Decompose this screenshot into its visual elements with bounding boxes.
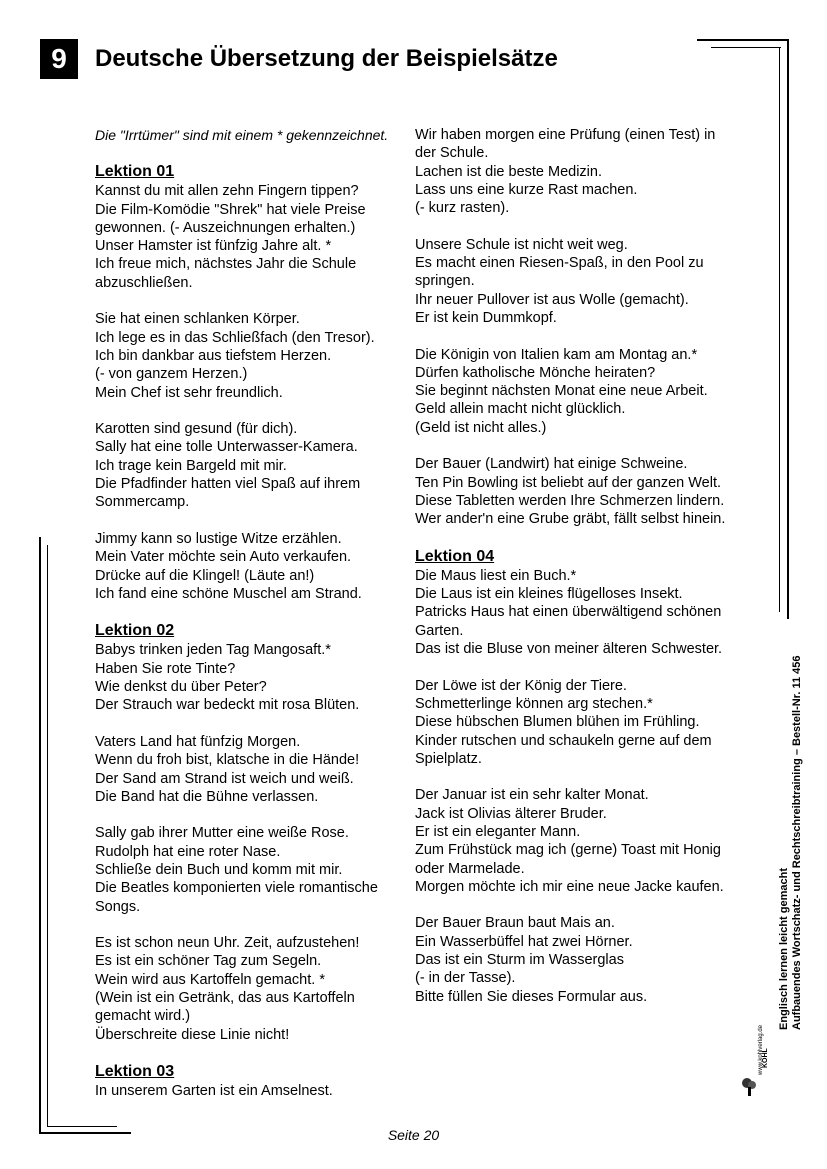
example-sentence: Rudolph hat eine roter Nase. <box>95 843 281 860</box>
example-sentence: Der Bauer (Landwirt) hat einige Schweine. <box>415 456 688 473</box>
example-sentence: Bitte füllen Sie dieses Formular aus. <box>415 988 648 1005</box>
right-column <box>415 126 735 1006</box>
example-sentence: Unser Hamster ist fünfzig Jahre alt. * <box>95 238 332 255</box>
example-sentence: Ich bin dankbar aus tiefstem Herzen. <box>95 347 332 364</box>
example-sentence: Ich trage kein Bargeld mit mir. <box>95 457 287 474</box>
example-sentence: Unsere Schule ist nicht weit weg. <box>415 236 628 253</box>
frame-left-line-outer <box>39 537 41 1134</box>
right-content <box>415 126 735 1006</box>
publisher-website: www.kohlverlag.de <box>758 1024 764 1075</box>
example-sentence: Kinder rutschen und schaukeln gerne auf dem Spielplatz. <box>415 732 712 767</box>
lesson-heading: Lektion 02 <box>95 622 175 640</box>
example-sentence: Es ist schon neun Uhr. Zeit, aufzustehen! <box>95 935 360 952</box>
example-sentence: Es macht einen Riesen-Spaß, in den Pool zu springen. <box>415 255 704 290</box>
lesson-heading: Lektion 01 <box>95 163 175 181</box>
example-sentence: (- in der Tasse). <box>415 970 516 987</box>
example-sentence: Geld allein macht nicht glücklich. <box>415 401 626 418</box>
example-sentence: (- von ganzem Herzen.) <box>95 366 248 383</box>
paragraph-gap <box>415 896 735 914</box>
example-sentence: Der Januar ist ein sehr kalter Monat. <box>415 787 649 804</box>
kohl-logo-icon <box>740 1075 760 1097</box>
example-sentence: Er ist ein eleganter Mann. <box>415 823 581 840</box>
lesson-section <box>95 621 410 1044</box>
frame-right-line-inner <box>779 47 780 612</box>
example-sentence: Schließe dein Buch und komm mit mir. <box>95 861 343 878</box>
example-sentence: Sally gab ihrer Mutter eine weiße Rose. <box>95 825 349 842</box>
example-sentence: Ein Wasserbüffel hat zwei Hörner. <box>415 933 633 950</box>
example-sentence: Ich lege es in das Schließfach (den Tresor). <box>95 329 375 346</box>
example-sentence: Die Maus liest ein Buch.* <box>415 567 577 584</box>
example-sentence: Wer ander'n eine Grube gräbt, fällt selbst hinein. <box>415 511 726 528</box>
frame-right-line-outer <box>787 39 789 619</box>
section-gap <box>95 603 410 621</box>
example-sentence: Der Löwe ist der König der Tiere. <box>415 677 627 694</box>
left-content <box>95 162 410 1100</box>
example-sentence: Mein Chef ist sehr freundlich. <box>95 384 283 401</box>
left-column <box>95 126 410 1101</box>
paragraph-gap <box>95 806 410 824</box>
example-sentence: Die Pfadfinder hatten viel Spaß auf ihrem Sommercamp. <box>95 476 361 511</box>
example-sentence: Der Sand am Strand ist weich und weiß. <box>95 770 354 787</box>
example-sentence: Haben Sie rote Tinte? <box>95 660 236 677</box>
example-sentence: Wir haben morgen eine Prüfung (einen Test) in der Schule. <box>415 127 716 162</box>
paragraph-gap <box>415 217 735 235</box>
sidebar-product-info <box>778 610 814 1030</box>
paragraph-gap <box>95 292 410 310</box>
example-sentence: Diese Tabletten werden Ihre Schmerzen lindern. <box>415 492 725 509</box>
example-sentence: Jack ist Olivias älterer Bruder. <box>415 805 607 822</box>
example-sentence: Jimmy kann so lustige Witze erzählen. <box>95 530 342 547</box>
note-text: Die "Irrtümer" sind mit einem * gekennzeichnet. <box>95 127 389 143</box>
example-sentence: Das ist die Bluse von meiner älteren Schwester. <box>415 641 723 658</box>
paragraph-gap <box>415 437 735 455</box>
example-sentence: Patricks Haus hat einen überwältigend schönen Garten. <box>415 604 722 639</box>
page-title: Deutsche Übersetzung der Beispielsätze <box>95 45 558 72</box>
example-sentence: Lass uns eine kurze Rast machen. <box>415 181 638 198</box>
example-sentence: Der Bauer Braun baut Mais an. <box>415 915 615 932</box>
lesson-section <box>95 162 410 603</box>
example-sentence: Morgen möchte ich mir eine neue Jacke kaufen. <box>415 878 724 895</box>
example-sentence: Die Band hat die Bühne verlassen. <box>95 788 319 805</box>
frame-top-line-outer <box>697 39 789 41</box>
example-sentence: Das ist ein Sturm im Wasserglas <box>415 952 624 969</box>
paragraph-gap <box>95 916 410 934</box>
example-sentence: (- kurz rasten). <box>415 200 510 217</box>
example-sentence: Die Königin von Italien kam am Montag an.* <box>415 346 698 363</box>
lesson-section <box>415 126 735 529</box>
example-sentence: Ihr neuer Pullover ist aus Wolle (gemacht). <box>415 291 689 308</box>
example-sentence: Karotten sind gesund (für dich). <box>95 421 298 438</box>
example-sentence: In unserem Garten ist ein Amselnest. <box>95 1083 333 1100</box>
example-sentence: Lachen ist die beste Medizin. <box>415 163 602 180</box>
lesson-heading: Lektion 04 <box>415 547 495 565</box>
example-sentence: Mein Vater möchte sein Auto verkaufen. <box>95 549 352 566</box>
example-sentence: Diese hübschen Blumen blühen im Frühling. <box>415 714 700 731</box>
paragraph-gap <box>415 327 735 345</box>
example-sentence: Der Strauch war bedeckt mit rosa Blüten. <box>95 697 360 714</box>
paragraph-gap <box>415 658 735 676</box>
paragraph-gap <box>95 512 410 530</box>
example-sentence: Ten Pin Bowling ist beliebt auf der ganzen Welt. <box>415 474 722 491</box>
paragraph-gap <box>415 768 735 786</box>
example-sentence: Wie denkst du über Peter? <box>95 679 267 696</box>
example-sentence: (Wein ist ein Getränk, das aus Kartoffeln gemacht wird.) <box>95 990 355 1025</box>
example-sentence: Zum Frühstück mag ich (gerne) Toast mit Honig oder Marmelade. <box>415 842 721 877</box>
chapter-number: 9 <box>40 39 78 79</box>
example-sentence: Drücke auf die Klingel! (Läute an!) <box>95 567 315 584</box>
example-sentence: Kannst du mit allen zehn Fingern tippen? <box>95 183 359 200</box>
section-gap <box>415 529 735 547</box>
example-sentence: (Geld ist nicht alles.) <box>415 419 547 436</box>
frame-left-line-inner <box>47 545 48 1127</box>
page-number: Seite 20 <box>387 1127 440 1143</box>
example-sentence: Sie beginnt nächsten Monat eine neue Arbeit. <box>415 383 708 400</box>
lesson-section <box>415 547 735 1006</box>
lesson-heading: Lektion 03 <box>95 1063 175 1081</box>
example-sentence: Die Laus ist ein kleines flügelloses Insekt. <box>415 586 683 603</box>
example-sentence: Wenn du froh bist, klatsche in die Hände! <box>95 752 360 769</box>
example-sentence: Vaters Land hat fünfzig Morgen. <box>95 733 301 750</box>
paragraph-gap <box>95 715 410 733</box>
sidebar-line-2: Aufbauendes Wortschatz- und Rechtschreibtraining – Bestell-Nr. 11 456 <box>791 655 803 1030</box>
example-sentence: Sie hat einen schlanken Körper. <box>95 311 300 328</box>
example-sentence: Dürfen katholische Mönche heiraten? <box>415 364 656 381</box>
example-sentence: Babys trinken jeden Tag Mangosaft.* <box>95 642 331 659</box>
example-sentence: Er ist kein Dummkopf. <box>415 309 557 326</box>
section-gap <box>95 1044 410 1062</box>
example-sentence: Die Beatles komponierten viele romantische Songs. <box>95 880 378 915</box>
example-sentence: Wein wird aus Kartoffeln gemacht. * <box>95 971 325 988</box>
paragraph-gap <box>95 402 410 420</box>
example-sentence: Ich freue mich, nächstes Jahr die Schule abzuschließen. <box>95 256 357 291</box>
example-sentence: Es ist ein schöner Tag zum Segeln. <box>95 953 322 970</box>
example-sentence: Überschreite diese Linie nicht! <box>95 1026 290 1043</box>
lesson-section <box>95 1062 410 1100</box>
example-sentence: Die Film-Komödie "Shrek" hat viele Preise gewonnen. (- Auszeichnungen erhalten.) <box>95 201 366 236</box>
frame-top-line-inner <box>711 47 781 48</box>
example-sentence: Ich fand eine schöne Muschel am Strand. <box>95 585 362 602</box>
sidebar-line-1: Englisch lernen leicht gemacht <box>778 868 790 1030</box>
publisher-logo-text: KOHL <box>762 1048 769 1068</box>
example-sentence: Schmetterlinge können arg stechen.* <box>415 695 653 712</box>
example-sentence: Sally hat eine tolle Unterwasser-Kamera. <box>95 439 358 456</box>
